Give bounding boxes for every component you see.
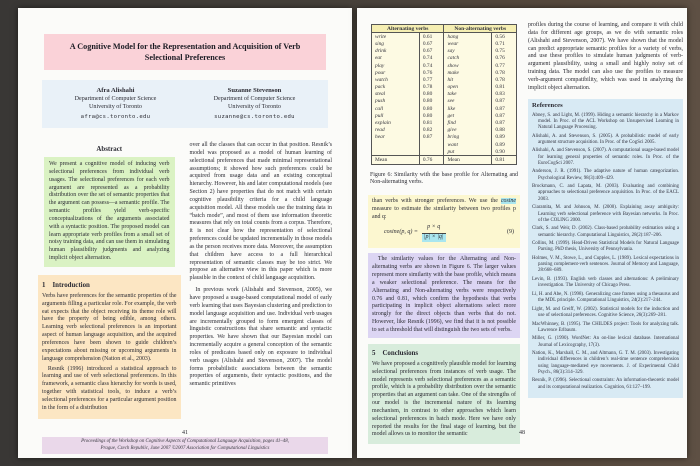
discussion-paragraph: profiles during the course of learning, and compare it with child data for different age groups, as we do with semantic roles (Alishahi and Stevenson, 2007). We have shown that the model can predict appropriate semantic profiles for a variety of verbs, and use these profiles to simulate human judgments of verb-argument plausibility, using a small and highly noisy set of training data. The model can also use the profiles to measure verb-argument compatibility, which was used in analyzing the implicit object alternation. (528, 22, 683, 91)
verb-score-cell: 0.88 (492, 127, 517, 134)
cosine-equation (384, 224, 516, 242)
verb-score-cell: 0.83 (492, 91, 517, 98)
paper-page-left (18, 8, 352, 458)
verb-score-cell: 0.80 (419, 98, 444, 105)
conclusions-section-title: Conclusions (382, 349, 419, 357)
verb-score-cell: 0.78 (419, 84, 444, 91)
verb-score-cell: 0.81 (419, 119, 444, 126)
verb-score-cell: 0.89 (492, 141, 517, 148)
intro-paragraph-2: Resnik (1996) introduced a statistical approach to learning and use of verb selectional preferences. In this framework, a semantic class hierarchy for words is used, together with statistical tools, to induce a verb’s selectional preferences for a particular argument position in the form of a distribution (42, 365, 177, 411)
equation-numerator: p × q (422, 224, 446, 233)
footer-line-1: Proceedings of the Workshop on Cognitive Aspects of Computational Language Acquisition, pages 41–48, (81, 439, 289, 445)
reference-item: MacWhinney, B. (1995). The CHILDES project: Tools for analyzing talk. Lawrence Erlbaum. (532, 321, 679, 333)
authors-block (42, 80, 328, 128)
page-number-right: 48 (519, 430, 525, 436)
conclusions-paragraph: We have proposed a cognitively plausible model for learning selectional preferences from instances of verb usage. The model represents verb selectional preferences as a semantic profile, which is a probability distribution over the semantic properties that an argument can take. One of the strengths of our model is the incremental nature of its learning mechanism, in contrast to other approaches which learn selectional preferences in batch mode. Here we have only reported the results for the final stage of learning, but the model allows us to monitor the semantic (372, 360, 516, 438)
reference-item: Holmes, V. M., Stowe, L., and Cupples, L. (1989). Lexical expectations in parsing complement-verb sentences. Journal of Memory and Language, 28:668–689. (532, 256, 679, 274)
verb-name-cell: take (444, 91, 492, 98)
equation-number: (9) (507, 229, 514, 236)
verb-name-cell: eat (372, 55, 420, 62)
table-row (372, 148, 517, 156)
verb-score-cell: 0.77 (492, 62, 517, 69)
paper-page-right (357, 8, 687, 458)
author-1-affiliation (49, 96, 182, 112)
similarity-results-paragraph: The similarity values for the Alternating and Non-alternating verbs are shown in Figure 6. The larger values represent more similarity with the base profile, which means a weaker selectional preference. The means for the Alternating and Non-alternating verbs were respectively 0.76 and 0.81, which confirm the hypothesis that verbs participating in implicit object alternations select more strongly for the direct objects than verbs that do not. However, like Resnik (1996), we find that it is not possible to set a threshold that will distinguish the two sets of verbs. (368, 253, 520, 337)
right-page-column-2 (528, 22, 683, 444)
cosine-paragraph-post: measure to estimate the similarity between two profiles p and q: (372, 205, 516, 220)
verb-score-cell: 0.75 (492, 48, 517, 55)
abstract-text: We present a cognitive model of inducing verb selectional preferences from individual verb usages. The selectional preferences for each verb argument are represented as a probability distribution over the set of semantic properties that the argument can possess—a semantic profile. The semantic profiles yield verb-specific conceptualizations of the arguments associated with a syntactic position. The proposed model can learn appropriate verb profiles from a small set of noisy training data, and can use them in simulating human plausibility judgments and analyzing implicit object alternation. (44, 157, 175, 267)
verb-score-cell: 0.78 (492, 69, 517, 76)
table-row (372, 48, 517, 55)
verb-name-cell: sing (372, 40, 420, 47)
verb-name-cell: push (372, 98, 420, 105)
reference-item: Abney, S. and Light, M. (1999). Hiding a semantic hierarchy in a Markov model. In Proc. of the ACL Workshop on Unsupervised Learning in Natural Language Processing. (532, 112, 679, 130)
verb-name-cell: pack (372, 84, 420, 91)
table-row (372, 40, 517, 47)
author-2-univ: University of Toronto (228, 104, 281, 111)
verb-name-cell: pour (372, 69, 420, 76)
verb-name-cell: pull (372, 112, 420, 119)
table-row (372, 33, 517, 41)
verb-name-cell: steal (372, 91, 420, 98)
figure-6-caption: Figure 6: Similarity with the base profile for Alternating and Non-alternating verbs. (370, 171, 518, 186)
verb-score-cell: 0.80 (419, 112, 444, 119)
section-title: Introduction (52, 281, 90, 289)
verb-score-cell: 0.89 (492, 134, 517, 141)
verb-score-cell: 0.56 (492, 33, 517, 41)
verb-name-cell: Mean (372, 156, 420, 164)
conclusions-section-number: 5 (372, 349, 376, 357)
verb-score-cell (419, 148, 444, 156)
references-section (528, 99, 683, 399)
table-row (372, 76, 517, 83)
verb-name-cell: get (444, 112, 492, 119)
similarity-table-head (372, 25, 517, 33)
verb-name-cell: hang (444, 33, 492, 41)
table-row (372, 98, 517, 105)
reference-item: Light, M. and Greiff, W. (2002). Statistical models for the induction and use of selectional preferences. Cognitive Science, 26(3):269–281. (532, 306, 679, 318)
left-page-column-1 (38, 142, 181, 419)
equation-denominator: |p| × |q| (423, 234, 444, 241)
body-paragraph-2: In previous work (Alishahi and Stevenson, 2005), we have proposed a usage-based computational model of early verb learning that uses Bayesian clustering and prediction to model language acquisition and use. Individual verb usages are incrementally grouped to form emergent classes of linguistic constructions that share semantic and syntactic properties. We have shown that our Bayesian model can incrementally acquire a general conception of the semantic roles of predicates based only on exposure to individual verb usages (Alishahi and Stevenson, 2007). The model forms probabilistic associations between the semantic properties of arguments, their syntactic positions, and the semantic primitives (189, 287, 332, 388)
verb-score-cell: 0.71 (492, 40, 517, 47)
author-2-email: suzanne@cs.toronto.edu (214, 113, 295, 120)
table-mean-row (372, 156, 517, 164)
alternating-header: Alternating verbs (372, 25, 444, 33)
equation-lhs: cosine(p, q) = (384, 229, 418, 236)
reference-item: Levin, B. (1993). English verb classes and alternations: A preliminary investigation. The University of Chicago Press. (532, 277, 679, 289)
author-1-email: afra@cs.toronto.edu (80, 113, 151, 120)
verb-name-cell (372, 148, 420, 156)
table-row (372, 62, 517, 69)
table-row (372, 141, 517, 148)
reference-item: Anderson, J. R. (1991). The adaptive nature of human categorization. Psychological Review, 98(3):409–429. (532, 169, 679, 181)
verb-score-cell: 0.67 (419, 48, 444, 55)
introduction-section (38, 275, 181, 419)
verb-score-cell: 0.74 (419, 62, 444, 69)
reference-item: Collins, M. (1999). Head-Driven Statistical Models for Natural Language Parsing. PhD thesis, University of Pennsylvania. (532, 241, 679, 253)
verb-score-cell: 0.87 (492, 105, 517, 112)
reference-item: Resnik, P. (1996). Selectional constraints: An information-theoretic model and its computational realization. Cognition, 61:127–199. (532, 378, 679, 390)
verb-name-cell: give (444, 127, 492, 134)
cosine-paragraph (368, 195, 520, 248)
verb-name-cell: make (444, 69, 492, 76)
verb-name-cell: explain (372, 119, 420, 126)
verb-score-cell: 0.81 (492, 156, 517, 164)
table-row (372, 119, 517, 126)
table-header-row (372, 25, 517, 33)
references-heading: References (532, 101, 563, 109)
page-number-left: 41 (182, 430, 188, 436)
verb-score-cell: 0.87 (419, 134, 444, 141)
verb-name-cell: like (444, 105, 492, 112)
verb-name-cell: open (444, 84, 492, 91)
author-1-univ: University of Toronto (89, 104, 142, 111)
non-alternating-header: Non-alternating verbs (444, 25, 517, 33)
verb-score-cell (419, 141, 444, 148)
verb-name-cell: read (372, 127, 420, 134)
author-1 (49, 87, 182, 120)
table-row (372, 105, 517, 112)
verb-score-cell: 0.67 (419, 40, 444, 47)
verb-name-cell: play (372, 62, 420, 69)
table-row (372, 127, 517, 134)
intro-paragraph-1: Verbs have preferences for the semantic properties of the arguments filling a particular role. For example, the verb eat expects that the object receiving its theme role will have the property of being edible, among others. Learning verb selectional preferences is an important aspect of human language acquisition, and the acquired preferences have been shown to guide children’s expectations about missing or upcoming arguments in language comprehension (Nation et al., 2003). (42, 292, 177, 362)
author-1-name: Afra Alishahi (96, 87, 135, 95)
reference-item: Alishahi, A. and Stevenson, S. (2005). A probabilistic model of early argument structure acquisition. In Proc. of the CogSci 2005. (532, 133, 679, 145)
verb-score-cell: 0.81 (492, 84, 517, 91)
reference-item: Nation, K., Marshall, C. M., and Altmann, G. T. M. (2003). Investigating individual differences in children’s real-time sentence comprehension using language-mediated eye movements. J. of Experimental Child Psych., 86(3):314–329. (532, 351, 679, 375)
right-page-columns (368, 22, 683, 444)
similarity-table-body (372, 33, 517, 164)
verb-name-cell: write (372, 33, 420, 41)
equation-fraction (422, 224, 446, 242)
verb-name-cell: wear (444, 40, 492, 47)
body-paragraph-1: over all the classes that can occur in that position. Resnik’s model was proposed as a model of human learning of selectional preferences that made minimal representational assumptions; it showed how such preferences could be acquired from usage data and an existing conceptual hierarchy. However, his and later computational models (see Section 2) have properties that do not match with certain cognitive plausibility criteria for a child language acquisition model. All these models use the training data in “batch mode”, and most of them use information theoretic measures that rely on total counts from a corpus. Therefore, it is not clear how the representation of selectional preferences could be updated incrementally in those models as the person receives more data. Moreover, the assumption that children have access to a full hierarchical representation of semantic classes may be too strict. We propose an alternative view in this paper which is more plausible in the context of child language acquisition. (189, 141, 333, 282)
right-page-column-1 (368, 22, 520, 444)
verb-score-cell: 0.82 (419, 127, 444, 134)
table-row (372, 55, 517, 62)
verb-name-cell: show (444, 62, 492, 69)
verb-name-cell: hit (444, 76, 492, 83)
verb-name-cell: bring (444, 134, 492, 141)
verb-name-cell (372, 141, 420, 148)
verb-name-cell: put (444, 148, 492, 156)
author-2-name: Suzanne Stevenson (227, 87, 282, 95)
verb-name-cell: want (444, 141, 492, 148)
verb-score-cell: 0.77 (419, 76, 444, 83)
verb-name-cell: Mean (444, 156, 492, 164)
verb-score-cell: 0.80 (419, 91, 444, 98)
verb-score-cell: 0.76 (419, 156, 444, 164)
author-2-affiliation (188, 96, 321, 112)
verb-score-cell: 0.87 (492, 119, 517, 126)
author-1-dept: Department of Computer Science (74, 96, 157, 103)
verb-score-cell: 0.87 (492, 112, 517, 119)
similarity-table (371, 24, 517, 165)
conclusions-heading (372, 350, 516, 357)
verb-name-cell: watch (372, 76, 420, 83)
section-number: 1 (42, 281, 46, 289)
table-row (372, 84, 517, 91)
verb-name-cell: see (444, 98, 492, 105)
cosine-paragraph-pre: than verbs with stronger preferences. We use the (372, 197, 501, 204)
abstract-heading: Abstract (96, 145, 123, 153)
verb-score-cell: 0.76 (492, 55, 517, 62)
verb-score-cell: 0.74 (419, 55, 444, 62)
reference-item: Ciaramita, M. and Johnson, M. (2000). Explaining away ambiguity: Learning verb selectional preference with Bayesian networks. In Proc. of the COLING 2000. (532, 205, 679, 223)
proceedings-footer (42, 437, 328, 454)
cosine-term-highlight: cosine (500, 197, 516, 204)
verb-score-cell: 0.61 (419, 33, 444, 41)
left-page-columns (38, 142, 332, 419)
reference-item: Alishahi, A. and Stevenson, S. (2007). A computational usage-based model for learning general properties of semantic roles. In Proc. of the EuroCogSci 2007. (532, 148, 679, 166)
author-2 (188, 87, 321, 120)
references-list (532, 113, 679, 391)
reference-item: Li, H. and Abe, N. (1998). Generalizing case frames using a thesaurus and the MDL principle. Computational Linguistics, 24(2):217–244. (532, 291, 679, 304)
paper-title: A Cognitive Model for the Representation and Acquisition of Verb Selectional Preferences (44, 34, 326, 70)
verb-name-cell: call (372, 105, 420, 112)
table-row (372, 134, 517, 141)
verb-name-cell: find (444, 119, 492, 126)
author-2-dept: Department of Computer Science (213, 96, 296, 103)
verb-name-cell: hear (372, 134, 420, 141)
verb-score-cell: 0.76 (419, 69, 444, 76)
verb-score-cell: 0.90 (492, 148, 517, 156)
verb-score-cell: 0.78 (492, 76, 517, 83)
table-row (372, 91, 517, 98)
abstract-section (44, 146, 175, 267)
reference-item: Miller, G. (1990). WordNet: An on-line lexical database. International Journal of Lexicography, 17(3). (532, 336, 679, 348)
verb-name-cell: say (444, 48, 492, 55)
introduction-heading (42, 282, 177, 289)
left-page-column-2 (190, 142, 333, 419)
reference-item: Clark, S. and Weir, D. (2002). Class-based probability estimation using a semantic hierarchy. Computational Linguistics, 28(2):187–206. (532, 226, 679, 238)
table-row (372, 69, 517, 76)
verb-name-cell: catch (444, 55, 492, 62)
footer-line-2: Prague, Czech Republic, June 2007 ©2007 Association for Computational Linguistics (100, 445, 270, 451)
verb-name-cell: drink (372, 48, 420, 55)
table-row (372, 112, 517, 119)
verb-score-cell: 0.87 (492, 98, 517, 105)
verb-score-cell: 0.80 (419, 105, 444, 112)
reference-item: Brockmann, C. and Lapata, M. (2003). Evaluating and combining approaches to selectional preference acquisition. In Proc. of the EACL 2003. (532, 184, 679, 202)
